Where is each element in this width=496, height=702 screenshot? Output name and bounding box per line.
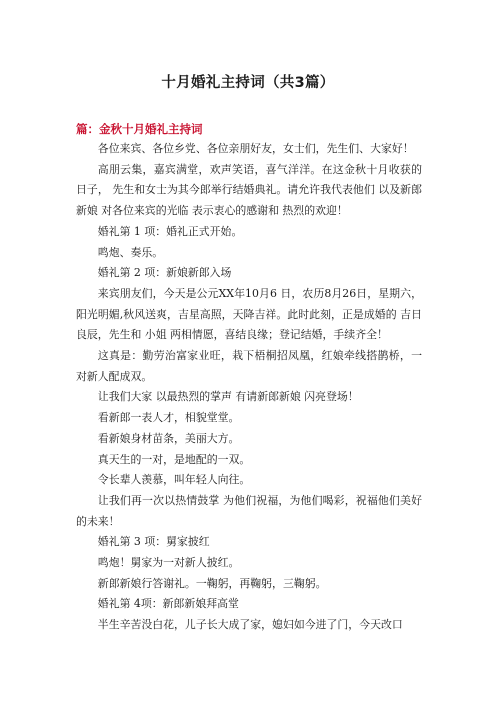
paragraph: 高朋云集，嘉宾满堂，欢声笑语，喜气洋洋。在这金秋十月收获的日子， 先生和女士为其今郎举行结婚典礼。请允许我代表他们 以及新郎新娘 对各位来宾的光临 表示衷心的感谢和 热烈的欢迎！ <box>76 162 422 218</box>
paragraph: 鸣炮、奏乐。 <box>97 245 164 259</box>
paragraph: 让我们大家 以最热烈的掌声 有请新郎新娘 闪亮登场！ <box>97 390 359 404</box>
paragraph: 婚礼第 4项：新郎新娘拜高堂 <box>97 597 239 611</box>
paragraph: 这真是：勤劳治富家业旺，栽下梧桐招凤凰，红娘牵线搭鹊桥，一对新人配成双。 <box>76 349 422 383</box>
paragraph: 婚礼第 2 项：新娘新郎入场 <box>97 266 232 280</box>
paragraph: 看新娘身材苗条，美丽大方。 <box>97 431 240 445</box>
document-title: 十月婚礼主持词（共3篇） <box>161 75 335 91</box>
paragraph: 新郎新娘行答谢礼。一鞠躬，再鞠躬，三鞠躬。 <box>97 576 327 590</box>
paragraph: 来宾朋友们，今天是公元XX年10月6 日，农历8月26日，星期六，阳光明媚,秋风送爽，吉星高照，天降吉祥。此时此刻，正是成婚的 吉日良辰，先生和 小姐 两相情愿，喜结良缘；登记结婚，手续齐全！ <box>76 286 422 342</box>
paragraph: 各位来宾、各位乡党、各位亲朋好友，女士们，先生们、大家好！ <box>97 142 414 155</box>
paragraph: 令长辈人羡慕，叫年轻人向往。 <box>97 473 251 487</box>
paragraph: 半生辛苦没白花，儿子长大成了家，媳妇如今进了门，今天改口 <box>97 618 403 632</box>
paragraph: 看新郎一表人才，相貌堂堂。 <box>97 411 240 425</box>
paragraph: 婚礼第 1 项：婚礼正式开始。 <box>97 224 243 238</box>
paragraph: 真天生的一对，是地配的一双。 <box>97 452 251 466</box>
paragraph: 婚礼第 3 项：舅家披红 <box>97 535 210 549</box>
paragraph: 让我们再一次以热情鼓掌 为他们祝福，为他们喝彩，祝福他们美好的未来！ <box>76 493 422 528</box>
section-heading: 篇：金秋十月婚礼主持词 <box>76 122 203 136</box>
document-body <box>76 139 422 636</box>
paragraph: 鸣炮！舅家为一对新人披红。 <box>97 556 240 570</box>
